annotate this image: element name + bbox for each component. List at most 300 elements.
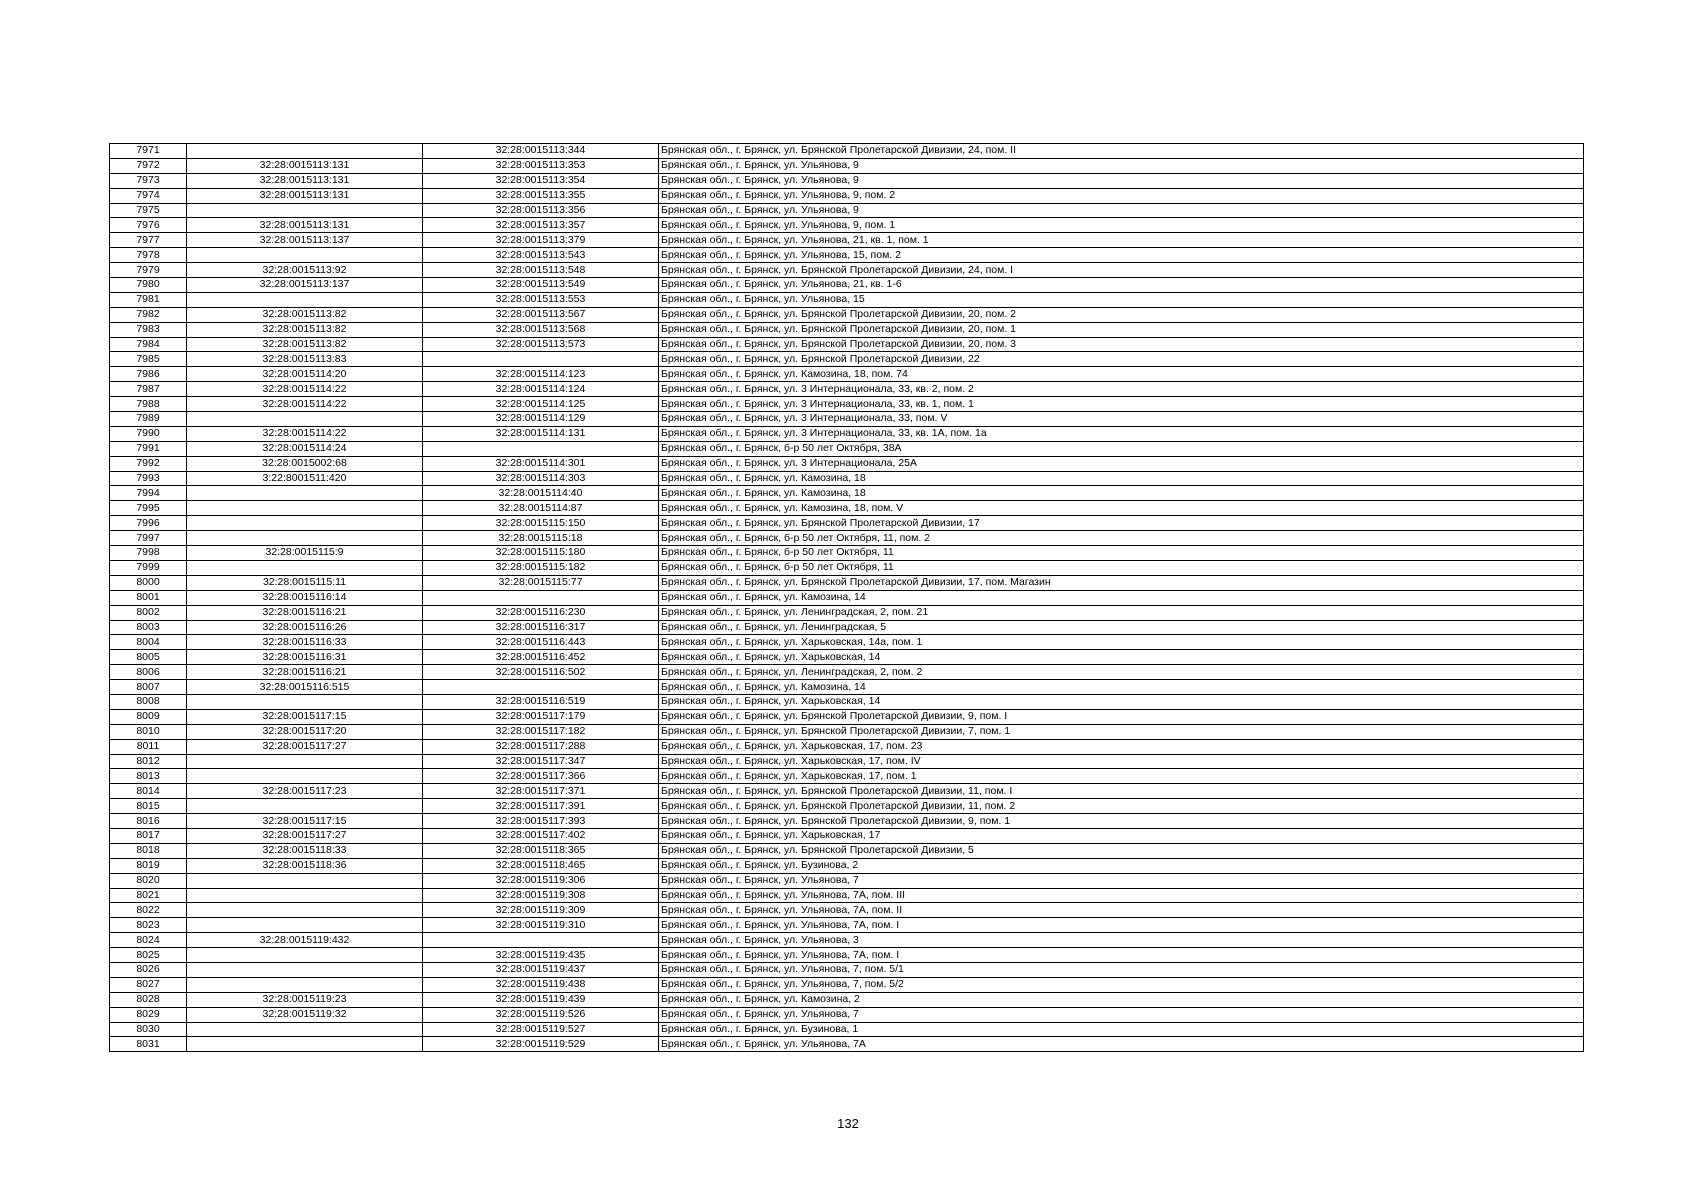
parent-cadastral-number-cell: 32:28:0015116:515 <box>187 680 423 695</box>
cadastral-number-cell: 32:28:0015114:131 <box>423 426 659 441</box>
parent-cadastral-number-cell: 32:28:0015114:22 <box>187 397 423 412</box>
parent-cadastral-number-cell <box>187 560 423 575</box>
parent-cadastral-number-cell: 32:28:0015113:92 <box>187 263 423 278</box>
row-number-cell: 7973 <box>110 173 187 188</box>
table-row <box>110 754 1584 769</box>
cadastral-number-cell: 32:28:0015113:344 <box>423 144 659 159</box>
row-number-cell: 8013 <box>110 769 187 784</box>
row-number-cell: 7984 <box>110 337 187 352</box>
table-row <box>110 292 1584 307</box>
cadastral-number-cell: 32:28:0015114:40 <box>423 486 659 501</box>
address-cell: Брянская обл., г. Брянск, ул. Харьковская, 17 <box>659 828 1584 843</box>
table-row <box>110 992 1584 1007</box>
parent-cadastral-number-cell: 32:28:0015116:26 <box>187 620 423 635</box>
row-number-cell: 8012 <box>110 754 187 769</box>
table-row <box>110 605 1584 620</box>
parent-cadastral-number-cell: 32:28:0015116:21 <box>187 605 423 620</box>
cadastral-number-cell: 32:28:0015113:548 <box>423 263 659 278</box>
address-cell: Брянская обл., г. Брянск, ул. Камозина, 18, пом. 74 <box>659 367 1584 382</box>
row-number-cell: 8019 <box>110 858 187 873</box>
row-number-cell: 7971 <box>110 144 187 159</box>
cadastral-number-cell: 32:28:0015118:465 <box>423 858 659 873</box>
address-cell: Брянская обл., г. Брянск, ул. Ульянова, 9 <box>659 173 1584 188</box>
table-row <box>110 814 1584 829</box>
row-number-cell: 7992 <box>110 456 187 471</box>
parent-cadastral-number-cell <box>187 144 423 159</box>
parent-cadastral-number-cell: 32:28:0015117:20 <box>187 724 423 739</box>
row-number-cell: 7993 <box>110 471 187 486</box>
row-number-cell: 7985 <box>110 352 187 367</box>
table-row <box>110 828 1584 843</box>
row-number-cell: 8008 <box>110 694 187 709</box>
parent-cadastral-number-cell: 32:28:0015116:21 <box>187 665 423 680</box>
parent-cadastral-number-cell <box>187 501 423 516</box>
address-cell: Брянская обл., г. Брянск, ул. Брянской Пролетарской Дивизии, 24, пом. I <box>659 263 1584 278</box>
cadastral-number-cell <box>423 352 659 367</box>
parent-cadastral-number-cell: 32:28:0015119:32 <box>187 1007 423 1022</box>
row-number-cell: 8024 <box>110 933 187 948</box>
row-number-cell: 7979 <box>110 263 187 278</box>
table-row <box>110 203 1584 218</box>
cadastral-number-cell: 32:28:0015113:354 <box>423 173 659 188</box>
row-number-cell: 7975 <box>110 203 187 218</box>
cadastral-number-cell: 32:28:0015113:573 <box>423 337 659 352</box>
parent-cadastral-number-cell: 32:28:0015118:33 <box>187 843 423 858</box>
address-cell: Брянская обл., г. Брянск, ул. Ульянова, 7А, пом. I <box>659 948 1584 963</box>
table-row <box>110 1037 1584 1052</box>
cadastral-number-cell: 32:28:0015119:435 <box>423 948 659 963</box>
table-row <box>110 888 1584 903</box>
parent-cadastral-number-cell: 32:28:0015113:82 <box>187 322 423 337</box>
row-number-cell: 7990 <box>110 426 187 441</box>
table-row <box>110 248 1584 263</box>
cadastral-number-cell: 32:28:0015119:310 <box>423 918 659 933</box>
table-row <box>110 918 1584 933</box>
address-cell: Брянская обл., г. Брянск, ул. Бузинова, 1 <box>659 1022 1584 1037</box>
page-number: 132 <box>837 1116 859 1131</box>
parent-cadastral-number-cell <box>187 918 423 933</box>
row-number-cell: 8021 <box>110 888 187 903</box>
table-row <box>110 977 1584 992</box>
address-cell: Брянская обл., г. Брянск, ул. Ульянова, 9, пом. 2 <box>659 188 1584 203</box>
row-number-cell: 7994 <box>110 486 187 501</box>
cadastral-number-cell: 32:28:0015116:317 <box>423 620 659 635</box>
parent-cadastral-number-cell: 32:28:0015116:14 <box>187 590 423 605</box>
parent-cadastral-number-cell: 3:22:8001511:420 <box>187 471 423 486</box>
row-number-cell: 7981 <box>110 292 187 307</box>
parent-cadastral-number-cell: 32:28:0015118:36 <box>187 858 423 873</box>
row-number-cell: 8004 <box>110 635 187 650</box>
row-number-cell: 7998 <box>110 546 187 561</box>
parent-cadastral-number-cell: 32:28:0015115:11 <box>187 575 423 590</box>
table-row <box>110 1007 1584 1022</box>
cadastral-number-cell: 32:28:0015114:87 <box>423 501 659 516</box>
row-number-cell: 7997 <box>110 531 187 546</box>
cadastral-number-cell: 32:28:0015119:306 <box>423 873 659 888</box>
address-cell: Брянская обл., г. Брянск, ул. Бузинова, 2 <box>659 858 1584 873</box>
address-cell: Брянская обл., г. Брянск, ул. Ульянова, 15, пом. 2 <box>659 248 1584 263</box>
parent-cadastral-number-cell <box>187 516 423 531</box>
table-row <box>110 531 1584 546</box>
table-row <box>110 843 1584 858</box>
address-cell: Брянская обл., г. Брянск, ул. 3 Интернационала, 33, кв. 1А, пом. 1а <box>659 426 1584 441</box>
parent-cadastral-number-cell: 32:28:0015117:23 <box>187 784 423 799</box>
cadastral-number-cell: 32:28:0015117:182 <box>423 724 659 739</box>
address-cell: Брянская обл., г. Брянск, ул. Брянской Пролетарской Дивизии, 20, пом. 1 <box>659 322 1584 337</box>
cadastral-number-cell: 32:28:0015115:180 <box>423 546 659 561</box>
row-number-cell: 8023 <box>110 918 187 933</box>
address-cell: Брянская обл., г. Брянск, ул. Камозина, 14 <box>659 680 1584 695</box>
row-number-cell: 7976 <box>110 218 187 233</box>
address-cell: Брянская обл., г. Брянск, ул. Харьковская, 14а, пом. 1 <box>659 635 1584 650</box>
parent-cadastral-number-cell <box>187 799 423 814</box>
row-number-cell: 7978 <box>110 248 187 263</box>
address-cell: Брянская обл., г. Брянск, ул. Камозина, 18, пом. V <box>659 501 1584 516</box>
table-row <box>110 873 1584 888</box>
cadastral-number-cell: 32:28:0015116:230 <box>423 605 659 620</box>
address-cell: Брянская обл., г. Брянск, ул. Брянской Пролетарской Дивизии, 17 <box>659 516 1584 531</box>
parent-cadastral-number-cell: 32:28:0015113:82 <box>187 337 423 352</box>
table-row <box>110 575 1584 590</box>
cadastral-number-cell: 32:28:0015119:526 <box>423 1007 659 1022</box>
cadastral-number-cell: 32:28:0015115:77 <box>423 575 659 590</box>
row-number-cell: 7980 <box>110 278 187 293</box>
row-number-cell: 8010 <box>110 724 187 739</box>
cadastral-number-cell: 32:28:0015117:179 <box>423 709 659 724</box>
address-cell: Брянская обл., г. Брянск, ул. Брянской Пролетарской Дивизии, 22 <box>659 352 1584 367</box>
row-number-cell: 7999 <box>110 560 187 575</box>
parent-cadastral-number-cell <box>187 1022 423 1037</box>
table-row <box>110 278 1584 293</box>
row-number-cell: 7986 <box>110 367 187 382</box>
parent-cadastral-number-cell <box>187 1037 423 1052</box>
table-row <box>110 158 1584 173</box>
row-number-cell: 8017 <box>110 828 187 843</box>
table-row <box>110 307 1584 322</box>
cadastral-number-cell <box>423 441 659 456</box>
row-number-cell: 8025 <box>110 948 187 963</box>
cadastral-number-cell: 32:28:0015113:379 <box>423 233 659 248</box>
table-row <box>110 948 1584 963</box>
address-cell: Брянская обл., г. Брянск, ул. Брянской Пролетарской Дивизии, 24, пом. II <box>659 144 1584 159</box>
address-cell: Брянская обл., г. Брянск, ул. Ульянова, 9 <box>659 158 1584 173</box>
table-row <box>110 635 1584 650</box>
cadastral-number-cell: 32:28:0015114:125 <box>423 397 659 412</box>
parent-cadastral-number-cell: 32:28:0015117:27 <box>187 828 423 843</box>
address-cell: Брянская обл., г. Брянск, ул. Харьковская, 17, пом. IV <box>659 754 1584 769</box>
cadastral-number-cell: 32:28:0015116:502 <box>423 665 659 680</box>
address-cell: Брянская обл., г. Брянск, ул. Харьковская, 17, пом. 23 <box>659 739 1584 754</box>
cadastral-number-cell: 32:28:0015115:182 <box>423 560 659 575</box>
address-cell: Брянская обл., г. Брянск, ул. Ульянова, 7А, пом. II <box>659 903 1584 918</box>
table-row <box>110 903 1584 918</box>
row-number-cell: 8029 <box>110 1007 187 1022</box>
table-row <box>110 337 1584 352</box>
table-body <box>110 144 1584 1052</box>
parent-cadastral-number-cell: 32:28:0015117:27 <box>187 739 423 754</box>
parent-cadastral-number-cell <box>187 292 423 307</box>
address-cell: Брянская обл., г. Брянск, ул. 3 Интернационала, 33, кв. 1, пом. 1 <box>659 397 1584 412</box>
parent-cadastral-number-cell <box>187 948 423 963</box>
parent-cadastral-number-cell <box>187 412 423 427</box>
address-cell: Брянская обл., г. Брянск, ул. 3 Интернационала, 33, пом. V <box>659 412 1584 427</box>
parent-cadastral-number-cell <box>187 694 423 709</box>
cadastral-number-cell: 32:28:0015119:529 <box>423 1037 659 1052</box>
address-cell: Брянская обл., г. Брянск, ул. Ульянова, 7, пом. 5/1 <box>659 962 1584 977</box>
cadastral-number-cell: 32:28:0015116:519 <box>423 694 659 709</box>
address-cell: Брянская обл., г. Брянск, ул. Ленинградская, 2, пом. 2 <box>659 665 1584 680</box>
row-number-cell: 8000 <box>110 575 187 590</box>
address-cell: Брянская обл., г. Брянск, б-р 50 лет Октября, 38А <box>659 441 1584 456</box>
table-row <box>110 665 1584 680</box>
row-number-cell: 8002 <box>110 605 187 620</box>
address-cell: Брянская обл., г. Брянск, ул. Брянской Пролетарской Дивизии, 7, пом. 1 <box>659 724 1584 739</box>
table-row <box>110 784 1584 799</box>
table-row <box>110 233 1584 248</box>
table-row <box>110 322 1584 337</box>
cadastral-number-cell: 32:28:0015119:437 <box>423 962 659 977</box>
table-row <box>110 382 1584 397</box>
row-number-cell: 8003 <box>110 620 187 635</box>
table-row <box>110 650 1584 665</box>
parent-cadastral-number-cell: 32:28:0015113:131 <box>187 158 423 173</box>
parent-cadastral-number-cell <box>187 203 423 218</box>
address-cell: Брянская обл., г. Брянск, ул. Брянской Пролетарской Дивизии, 9, пом. 1 <box>659 814 1584 829</box>
row-number-cell: 8006 <box>110 665 187 680</box>
parent-cadastral-number-cell: 32:28:0015116:33 <box>187 635 423 650</box>
table-row <box>110 173 1584 188</box>
row-number-cell: 7989 <box>110 412 187 427</box>
parent-cadastral-number-cell: 32:28:0015119:23 <box>187 992 423 1007</box>
row-number-cell: 8020 <box>110 873 187 888</box>
row-number-cell: 8018 <box>110 843 187 858</box>
table-row <box>110 620 1584 635</box>
address-cell: Брянская обл., г. Брянск, ул. Ульянова, 9, пом. 1 <box>659 218 1584 233</box>
address-cell: Брянская обл., г. Брянск, ул. 3 Интернационала, 25А <box>659 456 1584 471</box>
table-row <box>110 709 1584 724</box>
cadastral-number-cell: 32:28:0015115:18 <box>423 531 659 546</box>
cadastral-number-cell <box>423 590 659 605</box>
row-number-cell: 8031 <box>110 1037 187 1052</box>
cadastral-number-cell: 32:28:0015117:347 <box>423 754 659 769</box>
address-cell: Брянская обл., г. Брянск, ул. Ульянова, 7А, пом. III <box>659 888 1584 903</box>
cadastral-number-cell: 32:28:0015114:124 <box>423 382 659 397</box>
cadastral-number-cell: 32:28:0015119:439 <box>423 992 659 1007</box>
table-row <box>110 397 1584 412</box>
cadastral-number-cell: 32:28:0015114:301 <box>423 456 659 471</box>
parent-cadastral-number-cell <box>187 754 423 769</box>
address-cell: Брянская обл., г. Брянск, ул. 3 Интернационала, 33, кв. 2, пом. 2 <box>659 382 1584 397</box>
table-row <box>110 263 1584 278</box>
cadastral-number-cell: 32:28:0015119:308 <box>423 888 659 903</box>
parent-cadastral-number-cell: 32:28:0015117:15 <box>187 709 423 724</box>
address-cell: Брянская обл., г. Брянск, ул. Харьковская, 17, пом. 1 <box>659 769 1584 784</box>
address-cell: Брянская обл., г. Брянск, ул. Брянской Пролетарской Дивизии, 11, пом. 2 <box>659 799 1584 814</box>
address-cell: Брянская обл., г. Брянск, ул. Ленинградская, 2, пом. 21 <box>659 605 1584 620</box>
address-cell: Брянская обл., г. Брянск, ул. Брянской Пролетарской Дивизии, 5 <box>659 843 1584 858</box>
address-cell: Брянская обл., г. Брянск, ул. Ленинградская, 5 <box>659 620 1584 635</box>
parent-cadastral-number-cell: 32:28:0015114:24 <box>187 441 423 456</box>
address-cell: Брянская обл., г. Брянск, б-р 50 лет Октября, 11 <box>659 560 1584 575</box>
cadastral-number-cell: 32:28:0015117:391 <box>423 799 659 814</box>
cadastral-number-cell: 32:28:0015117:402 <box>423 828 659 843</box>
parent-cadastral-number-cell <box>187 977 423 992</box>
table-row <box>110 144 1584 159</box>
parent-cadastral-number-cell: 32:28:0015119:432 <box>187 933 423 948</box>
cadastral-number-cell: 32:28:0015117:371 <box>423 784 659 799</box>
table-row <box>110 769 1584 784</box>
table-row <box>110 367 1584 382</box>
table-row <box>110 471 1584 486</box>
address-cell: Брянская обл., г. Брянск, ул. Ульянова, 9 <box>659 203 1584 218</box>
row-number-cell: 7977 <box>110 233 187 248</box>
cadastral-number-cell <box>423 680 659 695</box>
address-cell: Брянская обл., г. Брянск, ул. Ульянова, 7 <box>659 1007 1584 1022</box>
address-cell: Брянская обл., г. Брянск, ул. Харьковская, 14 <box>659 650 1584 665</box>
row-number-cell: 8028 <box>110 992 187 1007</box>
table-row <box>110 441 1584 456</box>
parent-cadastral-number-cell <box>187 873 423 888</box>
cadastral-number-cell <box>423 933 659 948</box>
parent-cadastral-number-cell <box>187 531 423 546</box>
address-cell: Брянская обл., г. Брянск, ул. Брянской Пролетарской Дивизии, 20, пом. 3 <box>659 337 1584 352</box>
parent-cadastral-number-cell <box>187 769 423 784</box>
cadastral-number-cell: 32:28:0015114:303 <box>423 471 659 486</box>
table-row <box>110 456 1584 471</box>
row-number-cell: 7982 <box>110 307 187 322</box>
cadastral-number-cell: 32:28:0015117:393 <box>423 814 659 829</box>
row-number-cell: 7972 <box>110 158 187 173</box>
table-row <box>110 962 1584 977</box>
parent-cadastral-number-cell: 32:28:0015113:131 <box>187 173 423 188</box>
row-number-cell: 8011 <box>110 739 187 754</box>
table-row <box>110 188 1584 203</box>
row-number-cell: 7991 <box>110 441 187 456</box>
table-row <box>110 426 1584 441</box>
address-cell: Брянская обл., г. Брянск, ул. Камозина, 18 <box>659 486 1584 501</box>
parent-cadastral-number-cell: 32:28:0015115:9 <box>187 546 423 561</box>
row-number-cell: 8001 <box>110 590 187 605</box>
parent-cadastral-number-cell: 32:28:0015113:82 <box>187 307 423 322</box>
parent-cadastral-number-cell: 32:28:0015113:83 <box>187 352 423 367</box>
cadastral-number-cell: 32:28:0015114:129 <box>423 412 659 427</box>
cadastral-number-cell: 32:28:0015113:553 <box>423 292 659 307</box>
row-number-cell: 7974 <box>110 188 187 203</box>
table-row <box>110 799 1584 814</box>
cadastral-number-cell: 32:28:0015113:356 <box>423 203 659 218</box>
cadastral-number-cell: 32:28:0015113:549 <box>423 278 659 293</box>
table-row <box>110 590 1584 605</box>
cadastral-number-cell: 32:28:0015117:366 <box>423 769 659 784</box>
row-number-cell: 8026 <box>110 962 187 977</box>
parent-cadastral-number-cell: 32:28:0015114:20 <box>187 367 423 382</box>
table-row <box>110 680 1584 695</box>
data-table <box>109 143 1584 1052</box>
row-number-cell: 7983 <box>110 322 187 337</box>
address-cell: Брянская обл., г. Брянск, ул. Ульянова, 15 <box>659 292 1584 307</box>
address-cell: Брянская обл., г. Брянск, ул. Ульянова, 7, пом. 5/2 <box>659 977 1584 992</box>
cadastral-number-cell: 32:28:0015119:438 <box>423 977 659 992</box>
cadastral-number-cell: 32:28:0015118:365 <box>423 843 659 858</box>
table-row <box>110 516 1584 531</box>
row-number-cell: 8007 <box>110 680 187 695</box>
table-row <box>110 501 1584 516</box>
row-number-cell: 8014 <box>110 784 187 799</box>
address-cell: Брянская обл., г. Брянск, б-р 50 лет Октября, 11, пом. 2 <box>659 531 1584 546</box>
parent-cadastral-number-cell: 32:28:0015113:137 <box>187 233 423 248</box>
address-cell: Брянская обл., г. Брянск, ул. Ульянова, 21, кв. 1, пом. 1 <box>659 233 1584 248</box>
cadastral-number-cell: 32:28:0015114:123 <box>423 367 659 382</box>
cadastral-number-cell: 32:28:0015113:355 <box>423 188 659 203</box>
cadastral-number-cell: 32:28:0015117:288 <box>423 739 659 754</box>
cadastral-number-cell: 32:28:0015113:543 <box>423 248 659 263</box>
cadastral-number-cell: 32:28:0015113:568 <box>423 322 659 337</box>
address-cell: Брянская обл., г. Брянск, ул. Ульянова, 7А, пом. I <box>659 918 1584 933</box>
row-number-cell: 7987 <box>110 382 187 397</box>
address-cell: Брянская обл., г. Брянск, ул. Брянской Пролетарской Дивизии, 11, пом. I <box>659 784 1584 799</box>
cadastral-number-cell: 32:28:0015115:150 <box>423 516 659 531</box>
table-row <box>110 1022 1584 1037</box>
address-cell: Брянская обл., г. Брянск, ул. Ульянова, 21, кв. 1-6 <box>659 278 1584 293</box>
row-number-cell: 7988 <box>110 397 187 412</box>
parent-cadastral-number-cell: 32:28:0015113:137 <box>187 278 423 293</box>
address-cell: Брянская обл., г. Брянск, б-р 50 лет Октября, 11 <box>659 546 1584 561</box>
table-row <box>110 218 1584 233</box>
table-row <box>110 694 1584 709</box>
parent-cadastral-number-cell: 32:28:0015114:22 <box>187 382 423 397</box>
parent-cadastral-number-cell: 32:28:0015113:131 <box>187 188 423 203</box>
table-row <box>110 724 1584 739</box>
parent-cadastral-number-cell <box>187 903 423 918</box>
address-cell: Брянская обл., г. Брянск, ул. Харьковская, 14 <box>659 694 1584 709</box>
row-number-cell: 8022 <box>110 903 187 918</box>
table-row <box>110 739 1584 754</box>
row-number-cell: 8030 <box>110 1022 187 1037</box>
cadastral-number-cell: 32:28:0015119:309 <box>423 903 659 918</box>
table-row <box>110 933 1584 948</box>
parent-cadastral-number-cell <box>187 248 423 263</box>
row-number-cell: 8009 <box>110 709 187 724</box>
table-row <box>110 486 1584 501</box>
address-cell: Брянская обл., г. Брянск, ул. Камозина, 18 <box>659 471 1584 486</box>
table-row <box>110 352 1584 367</box>
parent-cadastral-number-cell: 32:28:0015114:22 <box>187 426 423 441</box>
row-number-cell: 8005 <box>110 650 187 665</box>
address-cell: Брянская обл., г. Брянск, ул. Ульянова, 3 <box>659 933 1584 948</box>
table-row <box>110 858 1584 873</box>
address-cell: Брянская обл., г. Брянск, ул. Брянской Пролетарской Дивизии, 17, пом. Магазин <box>659 575 1584 590</box>
parent-cadastral-number-cell <box>187 888 423 903</box>
parent-cadastral-number-cell: 32:28:0015117:15 <box>187 814 423 829</box>
row-number-cell: 8015 <box>110 799 187 814</box>
cadastral-number-cell: 32:28:0015113:567 <box>423 307 659 322</box>
row-number-cell: 7996 <box>110 516 187 531</box>
address-cell: Брянская обл., г. Брянск, ул. Брянской Пролетарской Дивизии, 9, пом. I <box>659 709 1584 724</box>
cadastral-number-cell: 32:28:0015113:353 <box>423 158 659 173</box>
address-cell: Брянская обл., г. Брянск, ул. Ульянова, 7А <box>659 1037 1584 1052</box>
address-cell: Брянская обл., г. Брянск, ул. Камозина, 2 <box>659 992 1584 1007</box>
table-row <box>110 560 1584 575</box>
address-cell: Брянская обл., г. Брянск, ул. Камозина, 14 <box>659 590 1584 605</box>
address-cell: Брянская обл., г. Брянск, ул. Брянской Пролетарской Дивизии, 20, пом. 2 <box>659 307 1584 322</box>
parent-cadastral-number-cell: 32:28:0015002:68 <box>187 456 423 471</box>
cadastral-number-cell: 32:28:0015113:357 <box>423 218 659 233</box>
row-number-cell: 8016 <box>110 814 187 829</box>
table-row <box>110 412 1584 427</box>
parent-cadastral-number-cell: 32:28:0015116:31 <box>187 650 423 665</box>
parent-cadastral-number-cell <box>187 486 423 501</box>
parent-cadastral-number-cell: 32:28:0015113:131 <box>187 218 423 233</box>
